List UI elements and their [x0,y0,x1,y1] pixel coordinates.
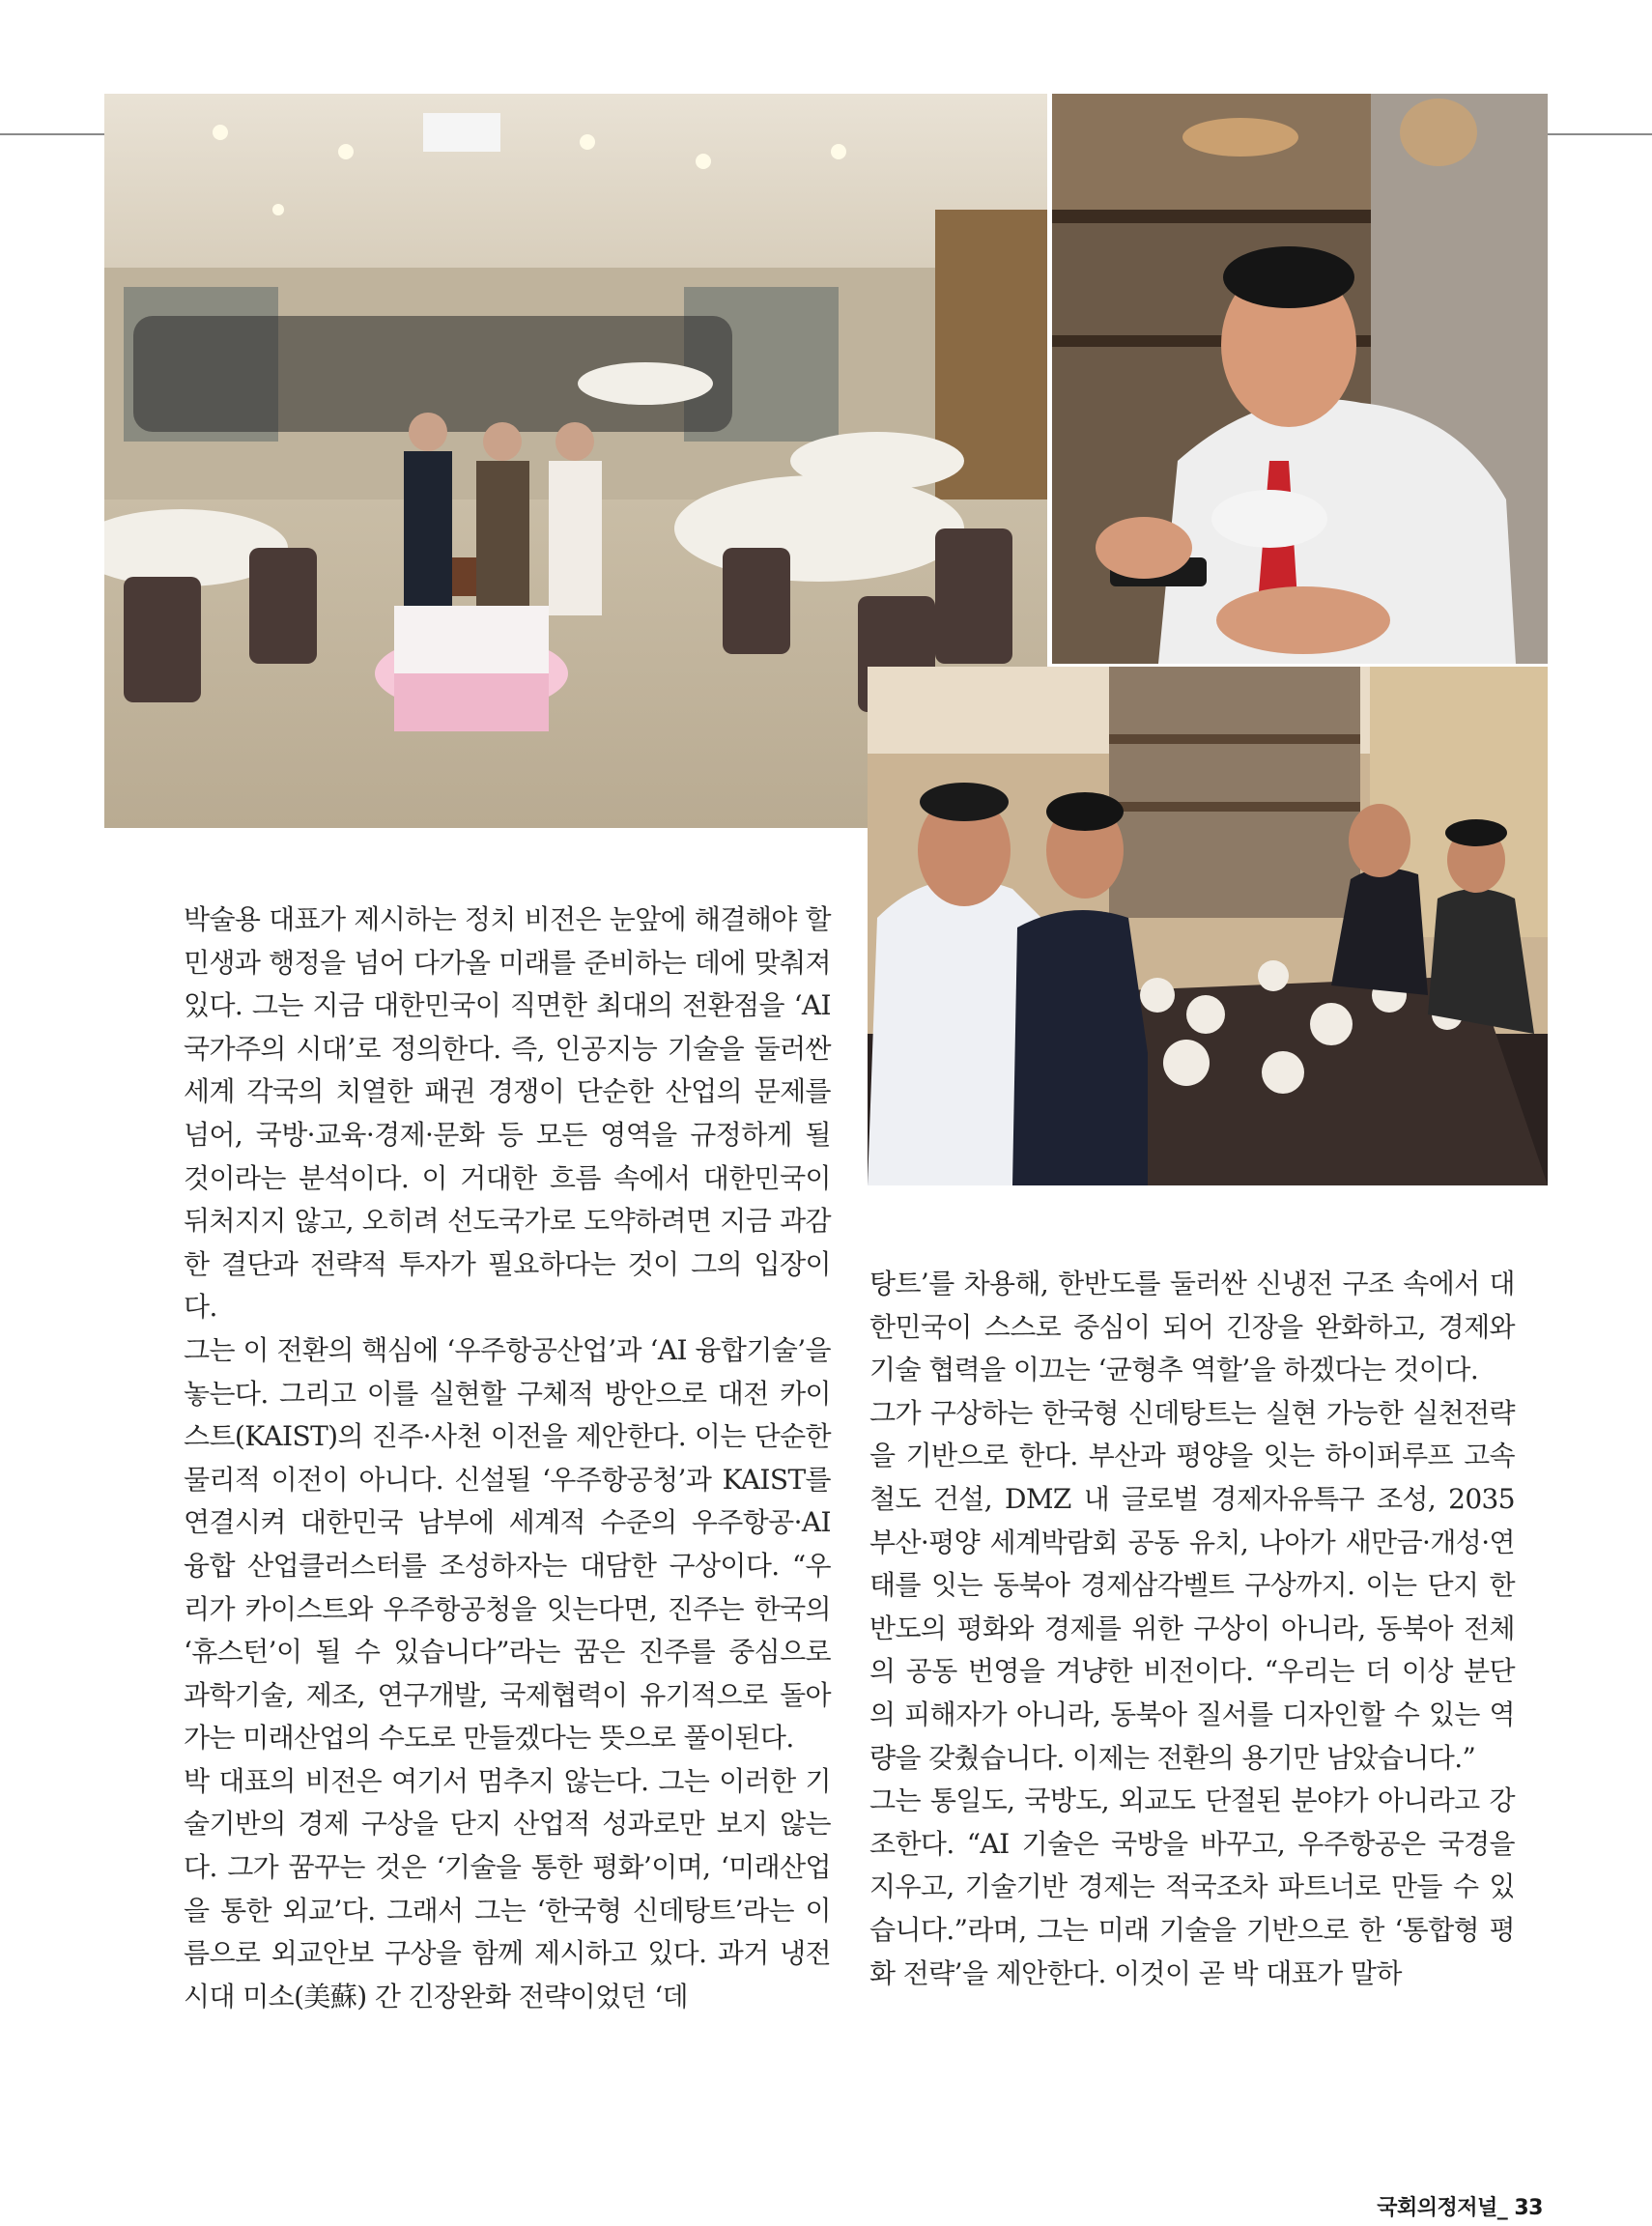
article-column-right [869,1263,1515,1995]
header-rule-right [1548,133,1652,135]
paragraph: 그가 구상하는 한국형 신데탕트는 실현 가능한 실천전략을 기반으로 한다. 부산과 평양을 잇는 하이퍼루프 고속철도 건설, DMZ 내 글로벌 경제자유특구 조성, 2035 부산·평양 세계박람회 공동 유치, 나아가 새만금·개성·연태를 잇는 동북아 경제삼각벨트 구상까지. 이는 단지 한반도의 평화와 경제를 위한 구상이 아니라, 동북아 전체의 공동 번영을 겨냥한 비전이다. “우리는 더 이상 분단의 피해자가 아니라, 동북아 질서를 디자인할 수 있는 역량을 갖췄습니다. 이제는 전환의 용기만 남았습니다.” [869,1396,1515,1774]
paragraph: 탕트’를 차용해, 한반도를 둘러싼 신냉전 구조 속에서 대한민국이 스스로 중심이 되어 긴장을 완화하고, 경제와 기술 협력을 이끄는 ‘균형추 역할’을 하겠다는 것이다. [869,1268,1515,1386]
article-column-left [184,899,831,2018]
paragraph: 그는 통일도, 국방도, 외교도 단절된 분야가 아니라고 강조한다. “AI 기술은 국방을 바꾸고, 우주항공은 국경을 지우고, 기술기반 경제는 적국조차 파트너로 만들 수 있습니다.”라며, 그는 미래 기술을 기반으로 한 ‘통합형 평화 전략’을 제안한다. 이것이 곧 박 대표가 말하 [869,1784,1515,1989]
paragraph: 박 대표의 비전은 여기서 멈추지 않는다. 그는 이러한 기술기반의 경제 구상을 단지 산업적 성과로만 보지 않는다. 그가 꿈꾸는 것은 ‘기술을 통한 평화’이며, ‘미래산업을 통한 외교’다. 그래서 그는 ‘한국형 신데탕트’라는 이름으로 외교안보 구상을 함께 제시하고 있다. 과거 냉전시대 미소(美蘇) 간 긴장완화 전략이었던 ‘데 [184,1764,831,2012]
paragraph: 박술용 대표가 제시하는 정치 비전은 눈앞에 해결해야 할 민생과 행정을 넘어 다가올 미래를 준비하는 데에 맞춰져 있다. 그는 지금 대한민국이 직면한 최대의 전환점을 ‘AI 국가주의 시대’로 정의한다. 즉, 인공지능 기술을 둘러싼 세계 각국의 치열한 패권 경쟁이 단순한 산업의 문제를 넘어, 국방·교육·경제·문화 등 모든 영역을 규정하게 될 것이라는 분석이다. 이 거대한 흐름 속에서 대한민국이 뒤처지지 않고, 오히려 선도국가로 도약하려면 지금 과감한 결단과 전략적 투자가 필요하다는 것이 그의 입장이다. [184,903,831,1324]
man-using-phone-photo [1052,94,1548,664]
header-rule-left [0,133,104,135]
dinner-table-group-photo [868,667,1548,1185]
page-footer-label: 국회의정저널_ 33 [1377,2196,1543,2220]
paragraph: 그는 이 전환의 핵심에 ‘우주항공산업’과 ‘AI 융합기술’을 놓는다. 그리고 이를 실현할 구체적 방안으로 대전 카이스트(KAIST)의 진주·사천 이전을 제안한다. 이는 단순한 물리적 이전이 아니다. 신설될 ‘우주항공청’과 KAIST를 연결시켜 대한민국 남부에 세계적 수준의 우주항공·AI 융합 산업클러스터를 조성하자는 대담한 구상이다. “우리가 카이스트와 우주항공청을 잇는다면, 진주는 한국의 ‘휴스턴’이 될 수 있습니다”라는 꿈은 진주를 중심으로 과학기술, 제조, 연구개발, 국제협력이 유기적으로 돌아가는 미래산업의 수도로 만들겠다는 뜻으로 풀이된다. [184,1333,831,1755]
